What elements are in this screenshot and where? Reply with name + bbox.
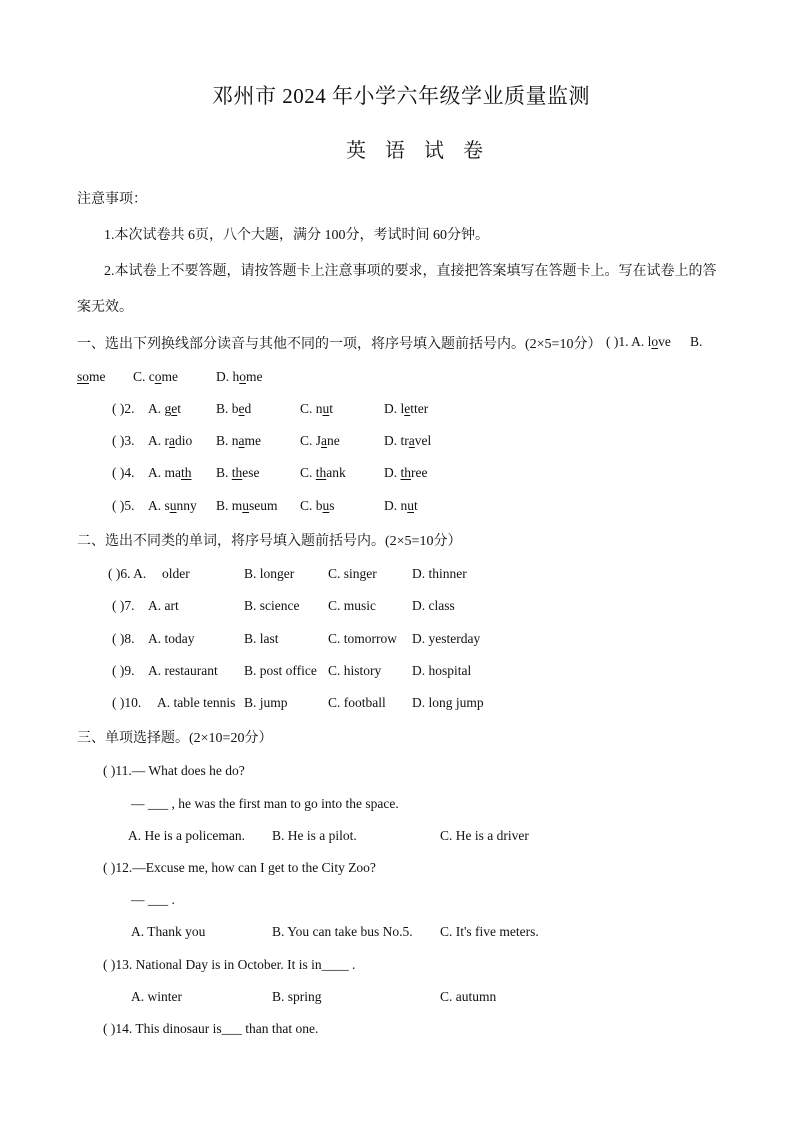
q10-option-b: B. jump [244, 695, 288, 710]
q5-b-pre: B. m [216, 498, 243, 513]
q4-b-pre: B. [216, 465, 232, 480]
notice-item-2: 2.本试卷上不要答题，请按答题卡上注意事项的要求，直接把答案填写在答题卡上。写在试卷上的答 [104, 264, 717, 279]
q3-b-rest: me [244, 433, 262, 448]
q3-option-a [148, 433, 192, 449]
q6-option-b: B. longer [244, 566, 295, 581]
q11-stem: ( )11.— What does he do? [103, 763, 245, 778]
q3-a-underline: a [169, 433, 175, 448]
q6-paren: ( )6. A. [108, 566, 147, 581]
q1-a-rest: ve [658, 334, 671, 349]
q1-b-underline: so [77, 369, 90, 384]
q1-a-underline: o [651, 334, 659, 349]
q2-c-underline: u [322, 401, 330, 416]
page-subtitle: 英 语 试 卷 [346, 140, 490, 162]
q1-option-d [216, 369, 263, 385]
q2-b-pre: B. b [216, 401, 239, 416]
q8-option-a: A. today [148, 631, 195, 646]
q4-d-rest: ree [411, 465, 428, 480]
q3-c-underline: a [321, 433, 328, 448]
q5-option-d [384, 498, 418, 514]
q10-option-d: D. long jump [412, 695, 484, 710]
q4-option-c [300, 465, 346, 481]
q5-d-pre: D. n [384, 498, 408, 513]
q8-paren: ( )8. [112, 631, 135, 646]
q1-d-underline: o [239, 369, 246, 384]
q5-a-rest: nny [176, 498, 197, 513]
q10-option-c: C. football [328, 695, 386, 710]
section1-heading: 一、选出下列换线部分读音与其他不同的一项，将序号填入题前括号内。(2×5=10分） [77, 337, 602, 352]
q5-b-rest: seum [249, 498, 278, 513]
q5-c-rest: s [329, 498, 335, 513]
q5-b-underline: u [242, 498, 250, 513]
q10-paren: ( )10. [112, 695, 142, 710]
q5-d-underline: u [407, 498, 414, 513]
q3-a-rest: dio [175, 433, 193, 448]
q2-option-c [300, 401, 333, 417]
q2-option-a [148, 401, 181, 417]
q8-option-b: B. last [244, 631, 279, 646]
q2-a-rest: t [177, 401, 182, 416]
q3-paren: ( )3. [112, 433, 135, 448]
q4-c-pre: C. [300, 465, 316, 480]
q3-a-pre: A. r [148, 433, 169, 448]
q5-paren: ( )5. [112, 498, 135, 513]
q12-option-b: B. You can take bus No.5. [272, 924, 413, 939]
q5-option-b [216, 498, 278, 514]
notice-item-1: 1.本次试卷共 6页，八个大题，满分 100分，考试时间 60分钟。 [104, 228, 489, 243]
q3-option-b [216, 433, 261, 449]
q7-paren: ( )7. [112, 598, 135, 613]
section3-heading: 三、单项选择题。(2×10=20分） [77, 731, 273, 746]
q2-option-d [384, 401, 428, 417]
notice-item-2-cont: 案无效。 [77, 300, 133, 315]
q4-paren: ( )4. [112, 465, 135, 480]
q5-c-underline: u [322, 498, 330, 513]
q4-d-underline: th [400, 465, 412, 480]
q1-paren-a: ( )1. A. l [606, 334, 652, 349]
q2-paren: ( )2. [112, 401, 135, 416]
q11-reply: — ___ , he was the first man to go into the space. [131, 796, 399, 811]
q3-d-rest: vel [414, 433, 432, 448]
page-title: 邓州市 2024 年小学六年级学业质量监测 [212, 84, 590, 108]
q5-c-pre: C. b [300, 498, 323, 513]
q14-stem: ( )14. This dinosaur is___ than that one. [103, 1021, 319, 1036]
q2-a-pre: A. g [148, 401, 172, 416]
q9-option-c: C. history [328, 663, 382, 678]
q2-d-rest: tter [410, 401, 429, 416]
q7-option-d: D. class [412, 598, 455, 613]
q4-b-rest: ese [242, 465, 260, 480]
q1-option-c [133, 369, 178, 385]
q2-a-underline: e [171, 401, 178, 416]
q4-a-pre: A. ma [148, 465, 181, 480]
q1-b-head: B. [690, 334, 703, 349]
q2-b-rest: d [244, 401, 252, 416]
q6-option-a: older [162, 566, 190, 581]
q2-d-underline: e [404, 401, 411, 416]
q13-option-c: C. autumn [440, 989, 497, 1004]
q9-option-d: D. hospital [412, 663, 472, 678]
q13-stem: ( )13. National Day is in October. It is in____ . [103, 957, 356, 972]
q3-b-underline: a [238, 433, 245, 448]
q8-option-c: C. tomorrow [328, 631, 397, 646]
q4-option-b [216, 465, 260, 481]
q12-stem: ( )12.—Excuse me, how can I get to the City Zoo? [103, 860, 376, 875]
q2-c-rest: t [329, 401, 334, 416]
q7-option-c: C. music [328, 598, 377, 613]
q2-b-underline: e [238, 401, 245, 416]
q13-option-a: A. winter [131, 989, 182, 1004]
notice-heading: 注意事项： [77, 192, 147, 207]
q3-d-underline: a [408, 433, 415, 448]
q6-option-d: D. thinner [412, 566, 467, 581]
q10-option-a: A. table tennis [157, 695, 236, 710]
q8-option-d: D. yesterday [412, 631, 481, 646]
q1-d-pre: D. h [216, 369, 240, 384]
q1-c-underline: o [154, 369, 162, 384]
q12-option-a: A. Thank you [131, 924, 206, 939]
q2-d-pre: D. l [384, 401, 405, 416]
q9-paren: ( )9. [112, 663, 135, 678]
section2-heading: 二、选出不同类的单词，将序号填入题前括号内。(2×5=10分） [77, 534, 462, 549]
q4-d-pre: D. [384, 465, 401, 480]
q5-option-c [300, 498, 335, 514]
q11-option-a: A. He is a policeman. [128, 828, 245, 843]
q3-option-d [384, 433, 431, 449]
q4-b-underline: th [231, 465, 243, 480]
q4-option-a [148, 465, 192, 481]
question-1 [606, 334, 671, 350]
q4-c-underline: th [315, 465, 327, 480]
q11-option-b: B. He is a pilot. [272, 828, 357, 843]
q5-d-rest: t [414, 498, 418, 513]
q3-option-c [300, 433, 340, 449]
q6-option-c: C. singer [328, 566, 377, 581]
q9-option-a: A. restaurant [148, 663, 218, 678]
q3-d-pre: D. tr [384, 433, 409, 448]
q4-a-underline: th [181, 465, 192, 480]
q9-option-b: B. post office [244, 663, 317, 678]
q1-d-rest: me [246, 369, 263, 384]
q7-option-b: B. science [244, 598, 300, 613]
q1-c-pre: C. c [133, 369, 155, 384]
q3-b-pre: B. n [216, 433, 239, 448]
q4-option-d [384, 465, 428, 481]
q7-option-a: A. art [148, 598, 179, 613]
q1-b-rest: me [89, 369, 106, 384]
q2-c-pre: C. n [300, 401, 323, 416]
q3-c-pre: C. J [300, 433, 322, 448]
q1-option-b-cont [77, 369, 106, 385]
q3-c-rest: ne [327, 433, 340, 448]
q12-option-c: C. It's five meters. [440, 924, 539, 939]
q1-c-rest: me [161, 369, 178, 384]
q12-reply: — ___ . [131, 892, 175, 907]
q13-option-b: B. spring [272, 989, 322, 1004]
q5-a-underline: u [169, 498, 177, 513]
q4-c-rest: ank [326, 465, 346, 480]
q5-option-a [148, 498, 197, 514]
q11-option-c: C. He is a driver [440, 828, 529, 843]
q2-option-b [216, 401, 251, 417]
q5-a-pre: A. s [148, 498, 170, 513]
